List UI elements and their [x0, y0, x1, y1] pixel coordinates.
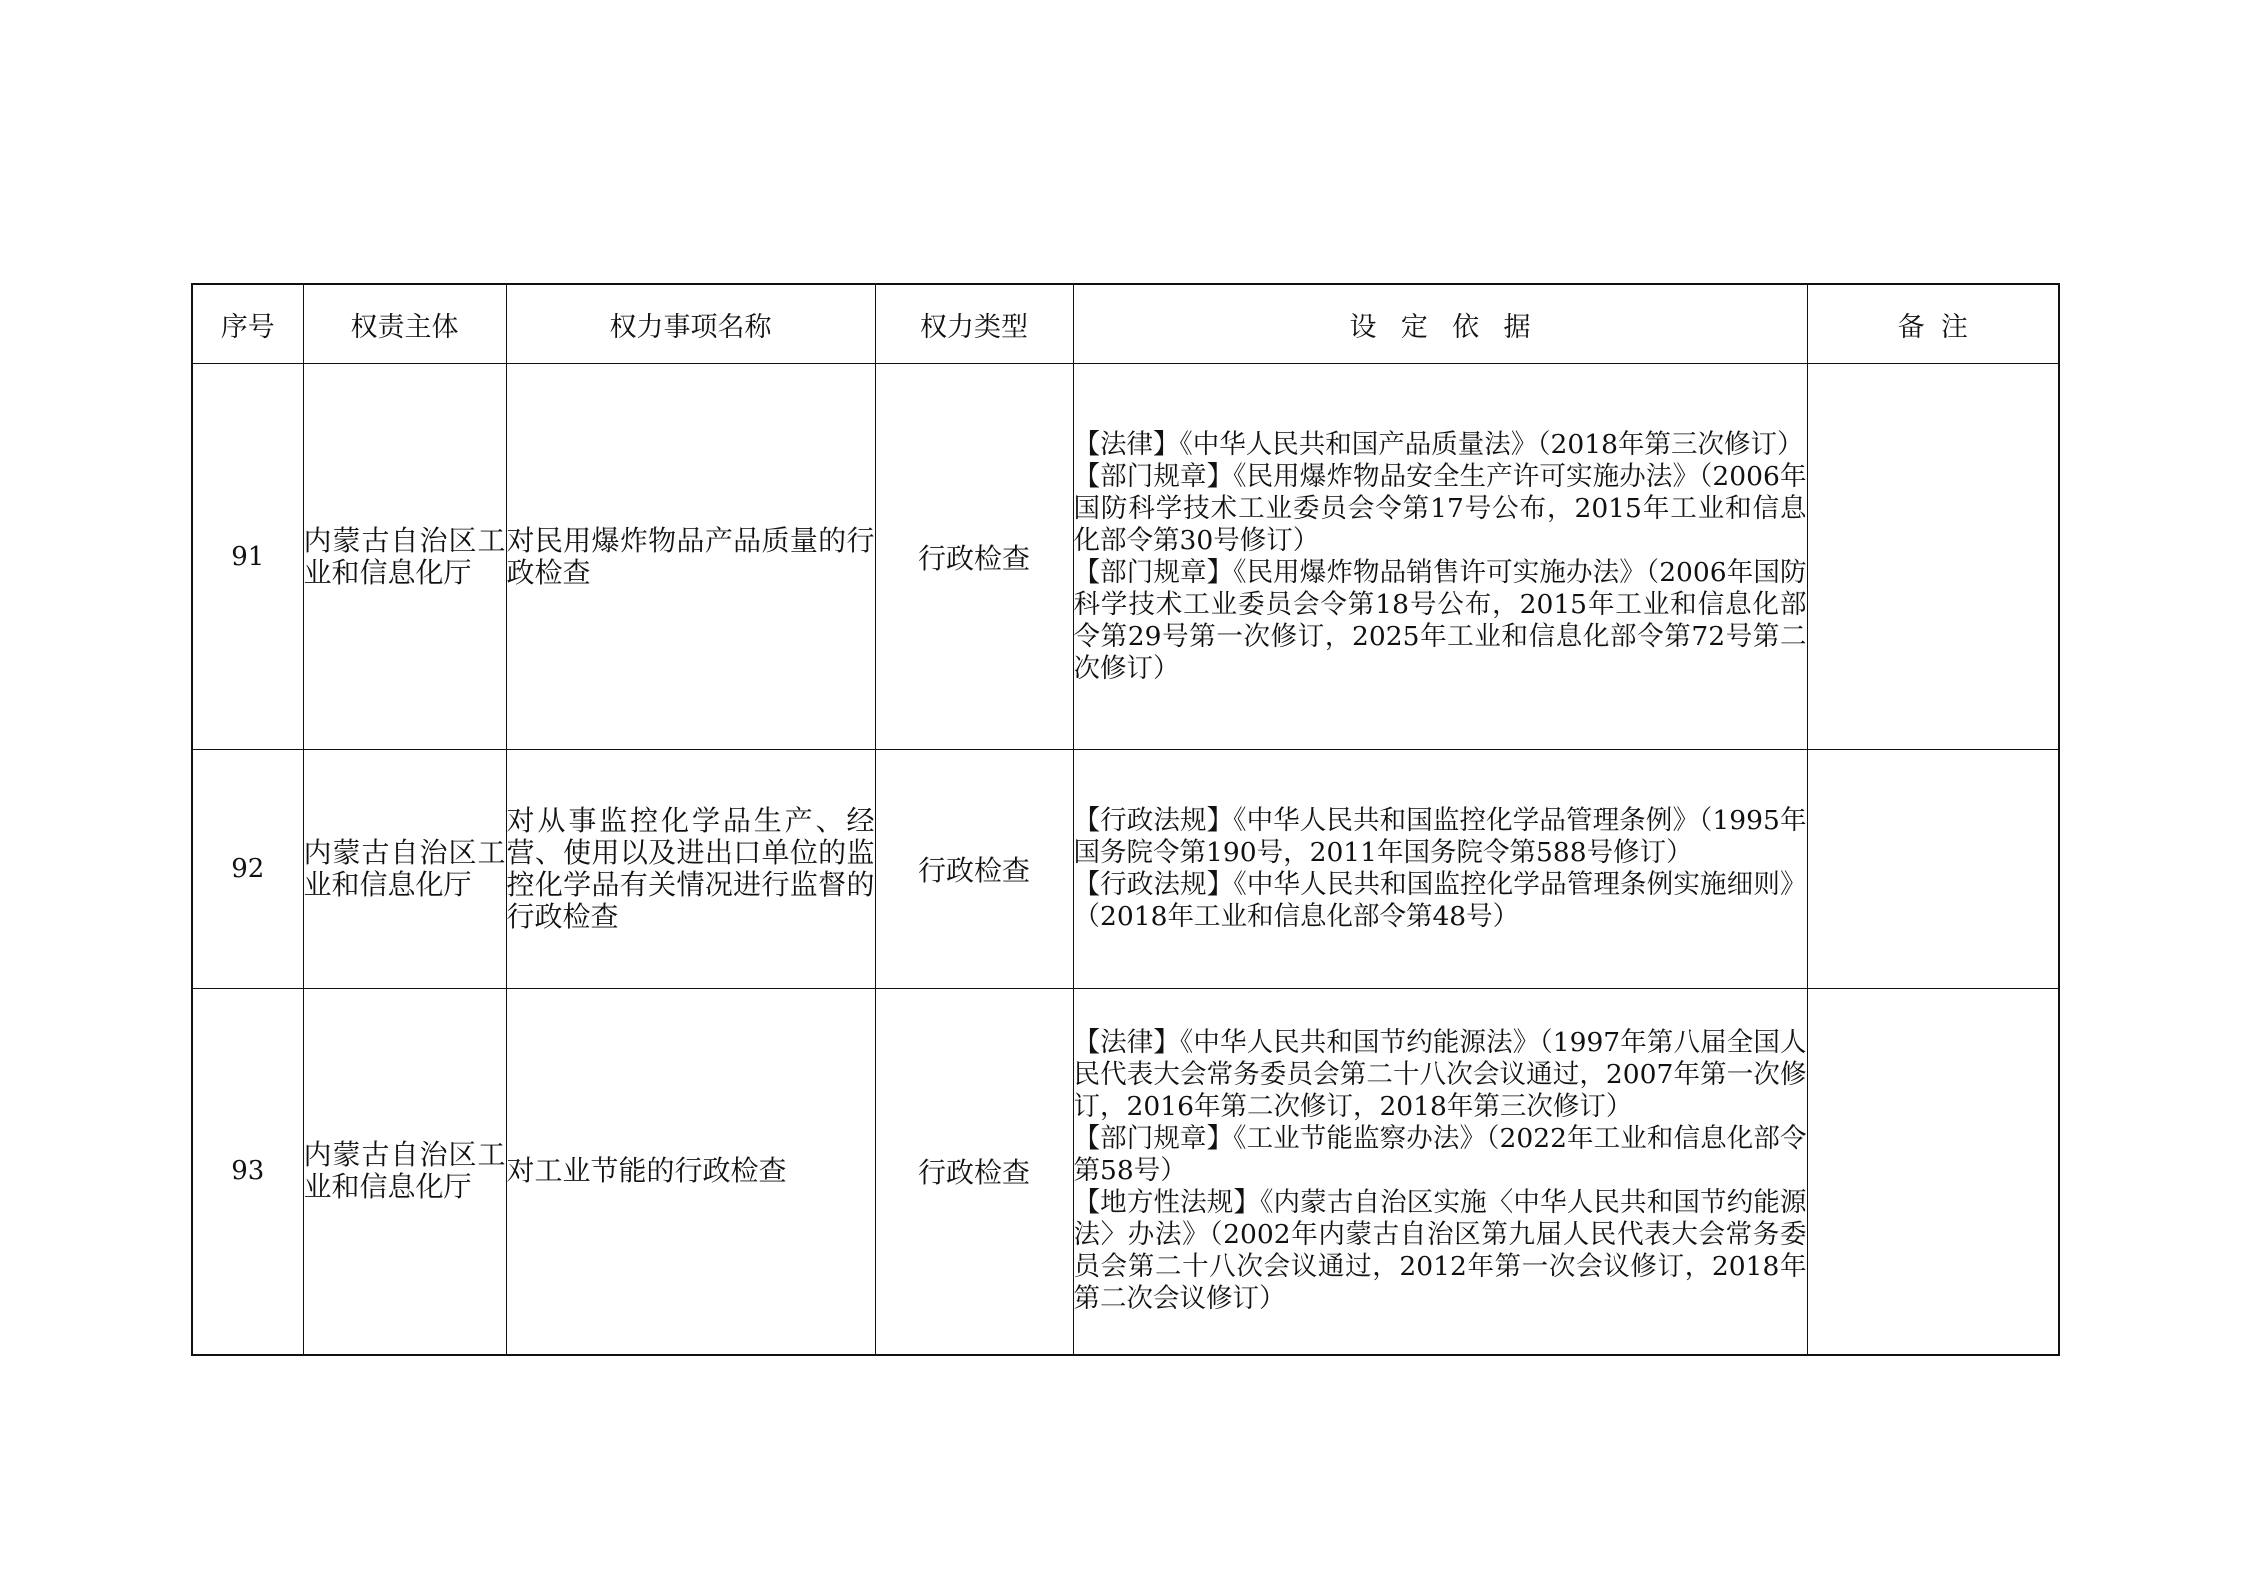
header-remark: [1807, 284, 2059, 364]
basis-clause: 【行政法规】《中华人民共和国监控化学品管理条例实施细则》（2018年工业和信息化部令第48号）: [1073, 869, 1807, 932]
row-basis: [1073, 364, 1807, 750]
row-entity: 内蒙古自治区工业和信息化厅: [303, 989, 506, 1355]
row-seq: 91: [192, 364, 303, 750]
header-remark-label: 备注: [1897, 311, 1985, 343]
header-basis: [1073, 284, 1807, 364]
row-name: 对民用爆炸物品产品质量的行政检查: [506, 364, 875, 750]
header-basis-label: 设定依据: [1349, 311, 1555, 343]
table-row: [192, 364, 2059, 750]
basis-clause: 【部门规章】《民用爆炸物品安全生产许可实施办法》（2006年国防科学技术工业委员会令第17号公布，2015年工业和信息化部令第30号修订）: [1073, 460, 1807, 556]
table-row: [192, 750, 2059, 989]
header-name: 权力事项名称: [506, 284, 875, 364]
basis-clause: 【地方性法规】《内蒙古自治区实施〈中华人民共和国节约能源法〉办法》（2002年内蒙古自治区第九届人民代表大会常务委员会第二十八次会议通过，2012年第一次会议修订，2018年第二次会议修订）: [1073, 1187, 1807, 1315]
basis-clause: 【行政法规】《中华人民共和国监控化学品管理条例》（1995年国务院令第190号，2011年国务院令第588号修订）: [1073, 805, 1807, 868]
row-remark: [1807, 989, 2059, 1355]
row-remark: [1807, 750, 2059, 989]
basis-clause: 【部门规章】《工业节能监察办法》（2022年工业和信息化部令第58号）: [1073, 1123, 1807, 1187]
power-list-table: [191, 283, 2060, 1356]
header-seq: 序号: [192, 284, 303, 364]
row-basis: [1073, 750, 1807, 989]
row-entity: 内蒙古自治区工业和信息化厅: [303, 750, 506, 989]
header-entity: 权责主体: [303, 284, 506, 364]
basis-clause: 【部门规章】《民用爆炸物品销售许可实施办法》（2006年国防科学技术工业委员会令第18号公布，2015年工业和信息化部令第29号第一次修订，2025年工业和信息化部令第72号第二次修订）: [1073, 556, 1807, 684]
row-seq: 92: [192, 750, 303, 989]
header-type: 权力类型: [875, 284, 1073, 364]
row-type: 行政检查: [875, 750, 1073, 989]
header-row: [192, 284, 2059, 364]
basis-clause: 【法律】《中华人民共和国节约能源法》（1997年第八届全国人民代表大会常务委员会第二十八次会议通过，2007年第一次修订，2016年第二次修订，2018年第三次修订）: [1073, 1027, 1807, 1123]
row-remark: [1807, 364, 2059, 750]
row-name: 对工业节能的行政检查: [506, 989, 875, 1355]
row-entity: 内蒙古自治区工业和信息化厅: [303, 364, 506, 750]
row-type: 行政检查: [875, 364, 1073, 750]
row-name: 对从事监控化学品生产、经营、使用以及进出口单位的监控化学品有关情况进行监督的行政检查: [506, 750, 875, 989]
table-row: [192, 989, 2059, 1355]
row-seq: 93: [192, 989, 303, 1355]
row-basis: [1073, 989, 1807, 1355]
basis-clause: 【法律】《中华人民共和国产品质量法》（2018年第三次修订）: [1073, 428, 1804, 460]
row-type: 行政检查: [875, 989, 1073, 1355]
